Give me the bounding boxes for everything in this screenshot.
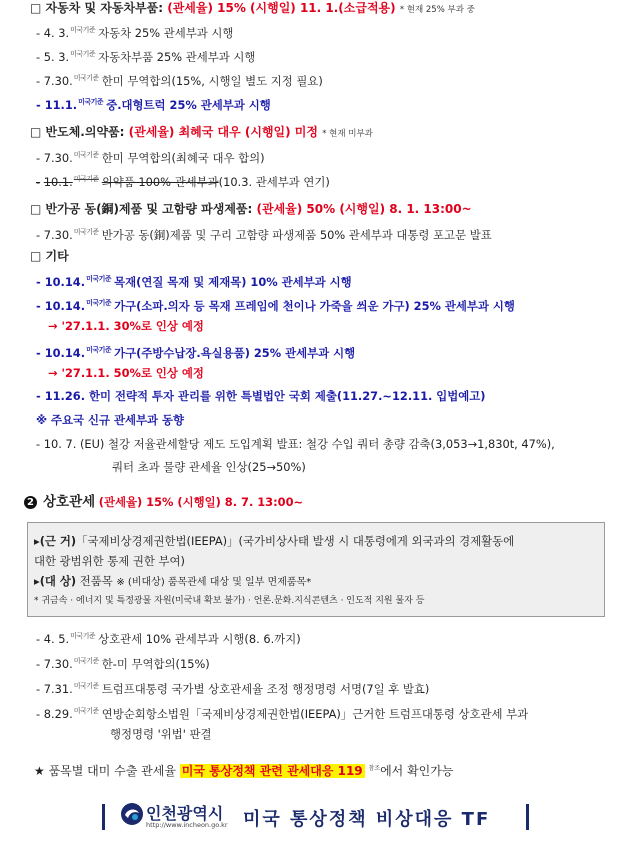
highlight-119[interactable]: 미국 통상정책 관련 관세대응 119 bbox=[181, 764, 363, 778]
square-bullet-icon: □ bbox=[30, 125, 42, 139]
org-url: http://www.incheon.go.kr bbox=[146, 821, 228, 829]
list-item: - 10.1.$^{미국기준}$ 의약품 100% 관세부과(10.3. 관세부과 연기) bbox=[36, 174, 330, 189]
square-bullet-icon: □ bbox=[30, 1, 42, 15]
list-item: - 7.30.$^{미국기준}$ 한미 무역합의(15%, 시행일 별도 지정 필요) bbox=[36, 73, 323, 88]
list-item: - 10.14.$^{미국기준}$ 가구(소파.의자 등 목재 프레임에 천이나 가죽을 씌운 가구) 25% 관세부과 시행 bbox=[36, 298, 515, 313]
sec2-rate: (관세율) 15% (시행일) 8. 7. 13:00~ bbox=[98, 495, 304, 509]
star-note: ★ 품목별 대미 수출 관세율 미국 통상정책 관련 관세대응 119 $^{참조}$에서 확인가능 bbox=[34, 764, 454, 778]
target-line: ▸(대 상) 전품목 ※ (비대상) 품목관세 대상 및 일부 면제품목* bbox=[34, 574, 312, 588]
sec2-title: 상호관세 bbox=[43, 494, 96, 510]
basis-target-box bbox=[27, 522, 605, 617]
semi-note: * 현재 미부과 bbox=[322, 129, 373, 139]
ref-tag: 참조 bbox=[368, 765, 381, 772]
exempt-line: * 귀금속 · 에너지 및 특정광물 자원(미국내 확보 불가) · 언론.문화.지식콘텐츠 · 인도적 지원 물자 등 bbox=[34, 596, 425, 606]
list-item: - 10.14.$^{미국기준}$ 목재(연질 목재 및 제재목) 10% 관세부과 시행 bbox=[36, 274, 352, 289]
star-icon: ★ bbox=[34, 764, 45, 778]
list-item: - 5. 3.$^{미국기준}$ 자동차부품 25% 관세부과 시행 bbox=[36, 49, 256, 64]
basis-line-cont: 대한 광범위한 통제 권한 부여) bbox=[34, 554, 185, 568]
etc-heading bbox=[30, 248, 69, 264]
eu-note-line: - 10. 7. (EU) 철강 저율관세할당 제도 도입계획 발표: 철강 수입 쿼터 총량 감축(3,053→1,830t, 47%), bbox=[36, 437, 555, 451]
incheon-logo-icon bbox=[120, 802, 144, 826]
auto-rate: (관세율) 15% (시행일) 11. 1.(소급적용) bbox=[167, 1, 396, 15]
etc-title: 기타 bbox=[45, 249, 69, 263]
eu-note-line-cont: 쿼터 초과 물량 관세율 인상(25→50%) bbox=[112, 460, 306, 474]
list-item-cont: 행정명령 '위법' 판결 bbox=[110, 727, 212, 741]
org-name: 인천광역시 bbox=[146, 804, 224, 823]
copper-title: 반가공 동(銅)제품 및 고함량 파생제품: bbox=[45, 202, 253, 216]
major-countries-note-title: ※ 주요국 신규 관세부과 동향 bbox=[36, 413, 184, 427]
copper-rate: (관세율) 50% (시행일) 8. 1. 13:00~ bbox=[256, 202, 472, 216]
semi-heading bbox=[30, 124, 373, 142]
arrow-note: → '27.1.1. 50%로 인상 예정 bbox=[48, 366, 204, 380]
list-item: - 10.14.$^{미국기준}$ 가구(주방수납장.욕실용품) 25% 관세부과 시행 bbox=[36, 345, 356, 360]
list-item: - 4. 5.$^{미국기준}$ 상호관세 10% 관세부과 시행(8. 6.까지) bbox=[36, 631, 301, 646]
auto-heading bbox=[30, 0, 475, 18]
auto-title: 자동차 및 자동차부품: bbox=[45, 1, 164, 15]
footer bbox=[0, 796, 630, 836]
semi-rate: (관세율) 최혜국 대우 (시행일) 미정 bbox=[128, 125, 318, 139]
basis-line: ▸(근 거)「국제비상경제권한법(IEEPA)」(국가비상사태 발생 시 대통령에게 외국과의 경제활동에 bbox=[34, 534, 515, 548]
footer-right-bar bbox=[526, 804, 529, 830]
square-bullet-icon: □ bbox=[30, 249, 42, 263]
list-item: - 8.29.$^{미국기준}$ 연방순회항소법원「국제비상경제권한법(IEEPA)」근거한 트럼프대통령 상호관세 부과 bbox=[36, 706, 529, 721]
list-item: - 4. 3.$^{미국기준}$ 자동차 25% 관세부과 시행 bbox=[36, 25, 234, 40]
list-item: - 11.1.$^{미국기준}$ 중.대형트럭 25% 관세부과 시행 bbox=[36, 97, 271, 112]
list-item: - 7.31.$^{미국기준}$ 트럼프대통령 국가별 상호관세율 조정 행정명령 서명(7일 후 발효) bbox=[36, 681, 430, 696]
square-bullet-icon: □ bbox=[30, 202, 42, 216]
footer-left-bar bbox=[102, 804, 105, 830]
list-item: - 11.26. 한미 전략적 투자 관리를 위한 특별법안 국회 제출(11.27.~12.11. 입법예고) bbox=[36, 389, 486, 403]
copper-heading bbox=[30, 201, 472, 217]
circled-number-icon: 2 bbox=[24, 496, 37, 509]
arrow-note: → '27.1.1. 30%로 인상 예정 bbox=[48, 319, 204, 333]
sec2-heading bbox=[24, 494, 303, 510]
list-item: - 7.30.$^{미국기준}$ 한미 무역합의(최혜국 대우 합의) bbox=[36, 150, 265, 165]
auto-note: * 현재 25% 부과 중 bbox=[399, 5, 475, 15]
semi-title: 반도체.의약품: bbox=[45, 125, 125, 139]
list-item: - 7.30.$^{미국기준}$ 한-미 무역합의(15%) bbox=[36, 656, 210, 671]
list-item: - 7.30.$^{미국기준}$ 반가공 동(銅)제품 및 구리 고함량 파생제품 50% 관세부과 대통령 포고문 발표 bbox=[36, 227, 492, 242]
tf-title: 미국 통상정책 비상대응 TF bbox=[243, 809, 491, 830]
